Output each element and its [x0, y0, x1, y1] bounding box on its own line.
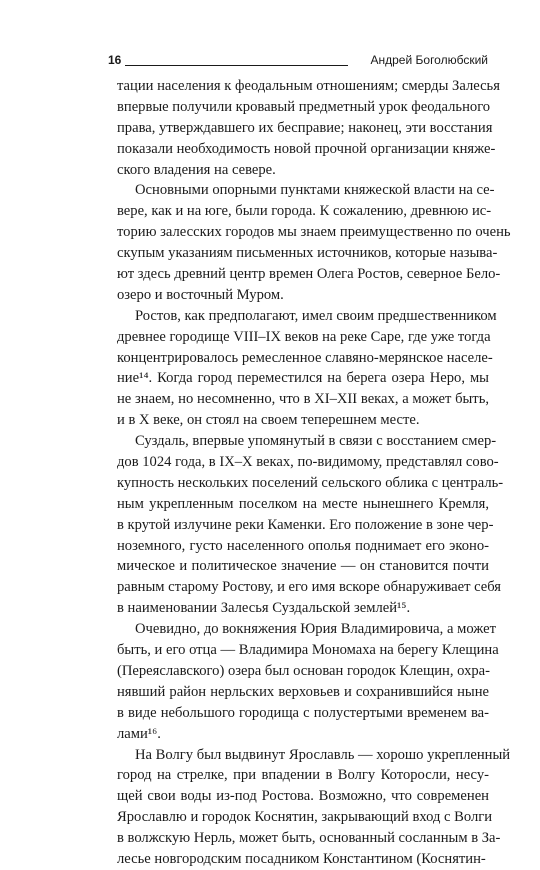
text-line: Очевидно, до вокняжения Юрия Владимировича, а может — [135, 621, 496, 638]
text-line: щей свои воды из-под Ростова. Возможно, что современен — [117, 788, 489, 805]
text-line: в крутой излучине реки Каменки. Его положение в зоне чер- — [117, 516, 494, 533]
header-rule — [125, 65, 348, 66]
text-line: ние¹⁴. Когда город переместился на берега озера Неро, мы — [117, 370, 489, 387]
text-line: (Переяславского) озера был основан городок Клещин, охра- — [117, 662, 491, 679]
text-line: впервые получили кровавый предметный урок феодального — [117, 98, 491, 115]
text-line: дов 1024 года, в IX–X веках, по-видимому, представлял сово- — [117, 454, 499, 471]
text-line: в волжскую Нерль, может быть, основанный сосланным в За- — [117, 830, 501, 847]
text-line: ным укрепленным поселком на месте нынешнего Кремля, — [117, 495, 489, 512]
page-number: 16 — [108, 53, 122, 67]
text-line: нявший район нерльских верховьев и сохранившийся ныне — [117, 683, 489, 700]
text-line: в наименовании Залесья Суздальской землей¹⁵. — [117, 600, 411, 617]
running-title: Андрей Боголюбский — [370, 53, 488, 67]
text-line: не знаем, но несомненно, что в XI–XII веках, а может быть, — [117, 391, 489, 408]
paragraph — [117, 76, 500, 180]
text-line: Суздаль, впервые упомянутый в связи с восстанием смер- — [135, 433, 497, 450]
text-line: древнее городище VIII–IX веков на реке Саре, где уже тогда — [117, 328, 491, 345]
text-line: быть, и его отца — Владимира Мономаха на берегу Клещина — [117, 642, 499, 659]
paragraph — [117, 619, 499, 744]
text-line: ноземного, густо населенного ополья поднимает его эконо- — [117, 537, 489, 554]
paragraph — [117, 306, 497, 431]
body-text — [117, 76, 511, 870]
text-line: Ярославлю и городок Коснятин, закрывающий вход с Волги — [117, 809, 493, 826]
text-line: город на стрелке, при впадении в Волгу Которосли, несу- — [117, 767, 489, 784]
paragraph — [117, 180, 511, 305]
text-line: и в X веке, он стоял на своем теперешнем месте. — [117, 412, 420, 429]
text-line: Ростов, как предполагают, имел своим предшественником — [135, 307, 497, 324]
text-line: купность нескольких поселений сельского облика с централь- — [117, 474, 504, 491]
text-line: скупым указаниям письменных источников, которые называ- — [117, 245, 498, 262]
text-line: лами¹⁶. — [117, 725, 161, 742]
text-line: концентрировалось ремесленное славяно-мерянское населе- — [117, 349, 493, 366]
text-line: мическое и политическое значение — он становится почти — [117, 558, 489, 575]
text-line: На Волгу был выдвинут Ярославль — хорошо укрепленный — [135, 746, 511, 763]
text-line: Основными опорными пунктами княжеской власти на се- — [135, 182, 495, 199]
paragraph — [117, 431, 504, 619]
text-line: в виде небольшого городища с полустертыми временем ва- — [117, 704, 489, 721]
text-line: торию залесских городов мы знаем преимущественно по очень — [117, 224, 511, 241]
paragraph — [117, 745, 511, 870]
text-line: ют здесь древний центр времен Олега Ростов, северное Бело- — [117, 266, 501, 283]
text-line: равным старому Ростову, и его имя вскоре обнаруживает себя — [117, 579, 502, 596]
text-line: права, утверждавшего их бесправие; наконец, эти восстания — [117, 119, 493, 136]
running-header — [108, 53, 488, 73]
text-line: ского владения на севере. — [117, 161, 276, 178]
text-line: вере, как и на юге, были города. К сожалению, древнюю ис- — [117, 203, 492, 220]
text-line: тации населения к феодальным отношениям; смерды Залесья — [117, 78, 500, 94]
text-line: показали необходимость новой прочной организации княже- — [117, 140, 496, 157]
text-line: озеро и восточный Муром. — [117, 286, 284, 303]
text-line: лесье новгородским посадником Константином (Коснятин- — [117, 850, 486, 867]
